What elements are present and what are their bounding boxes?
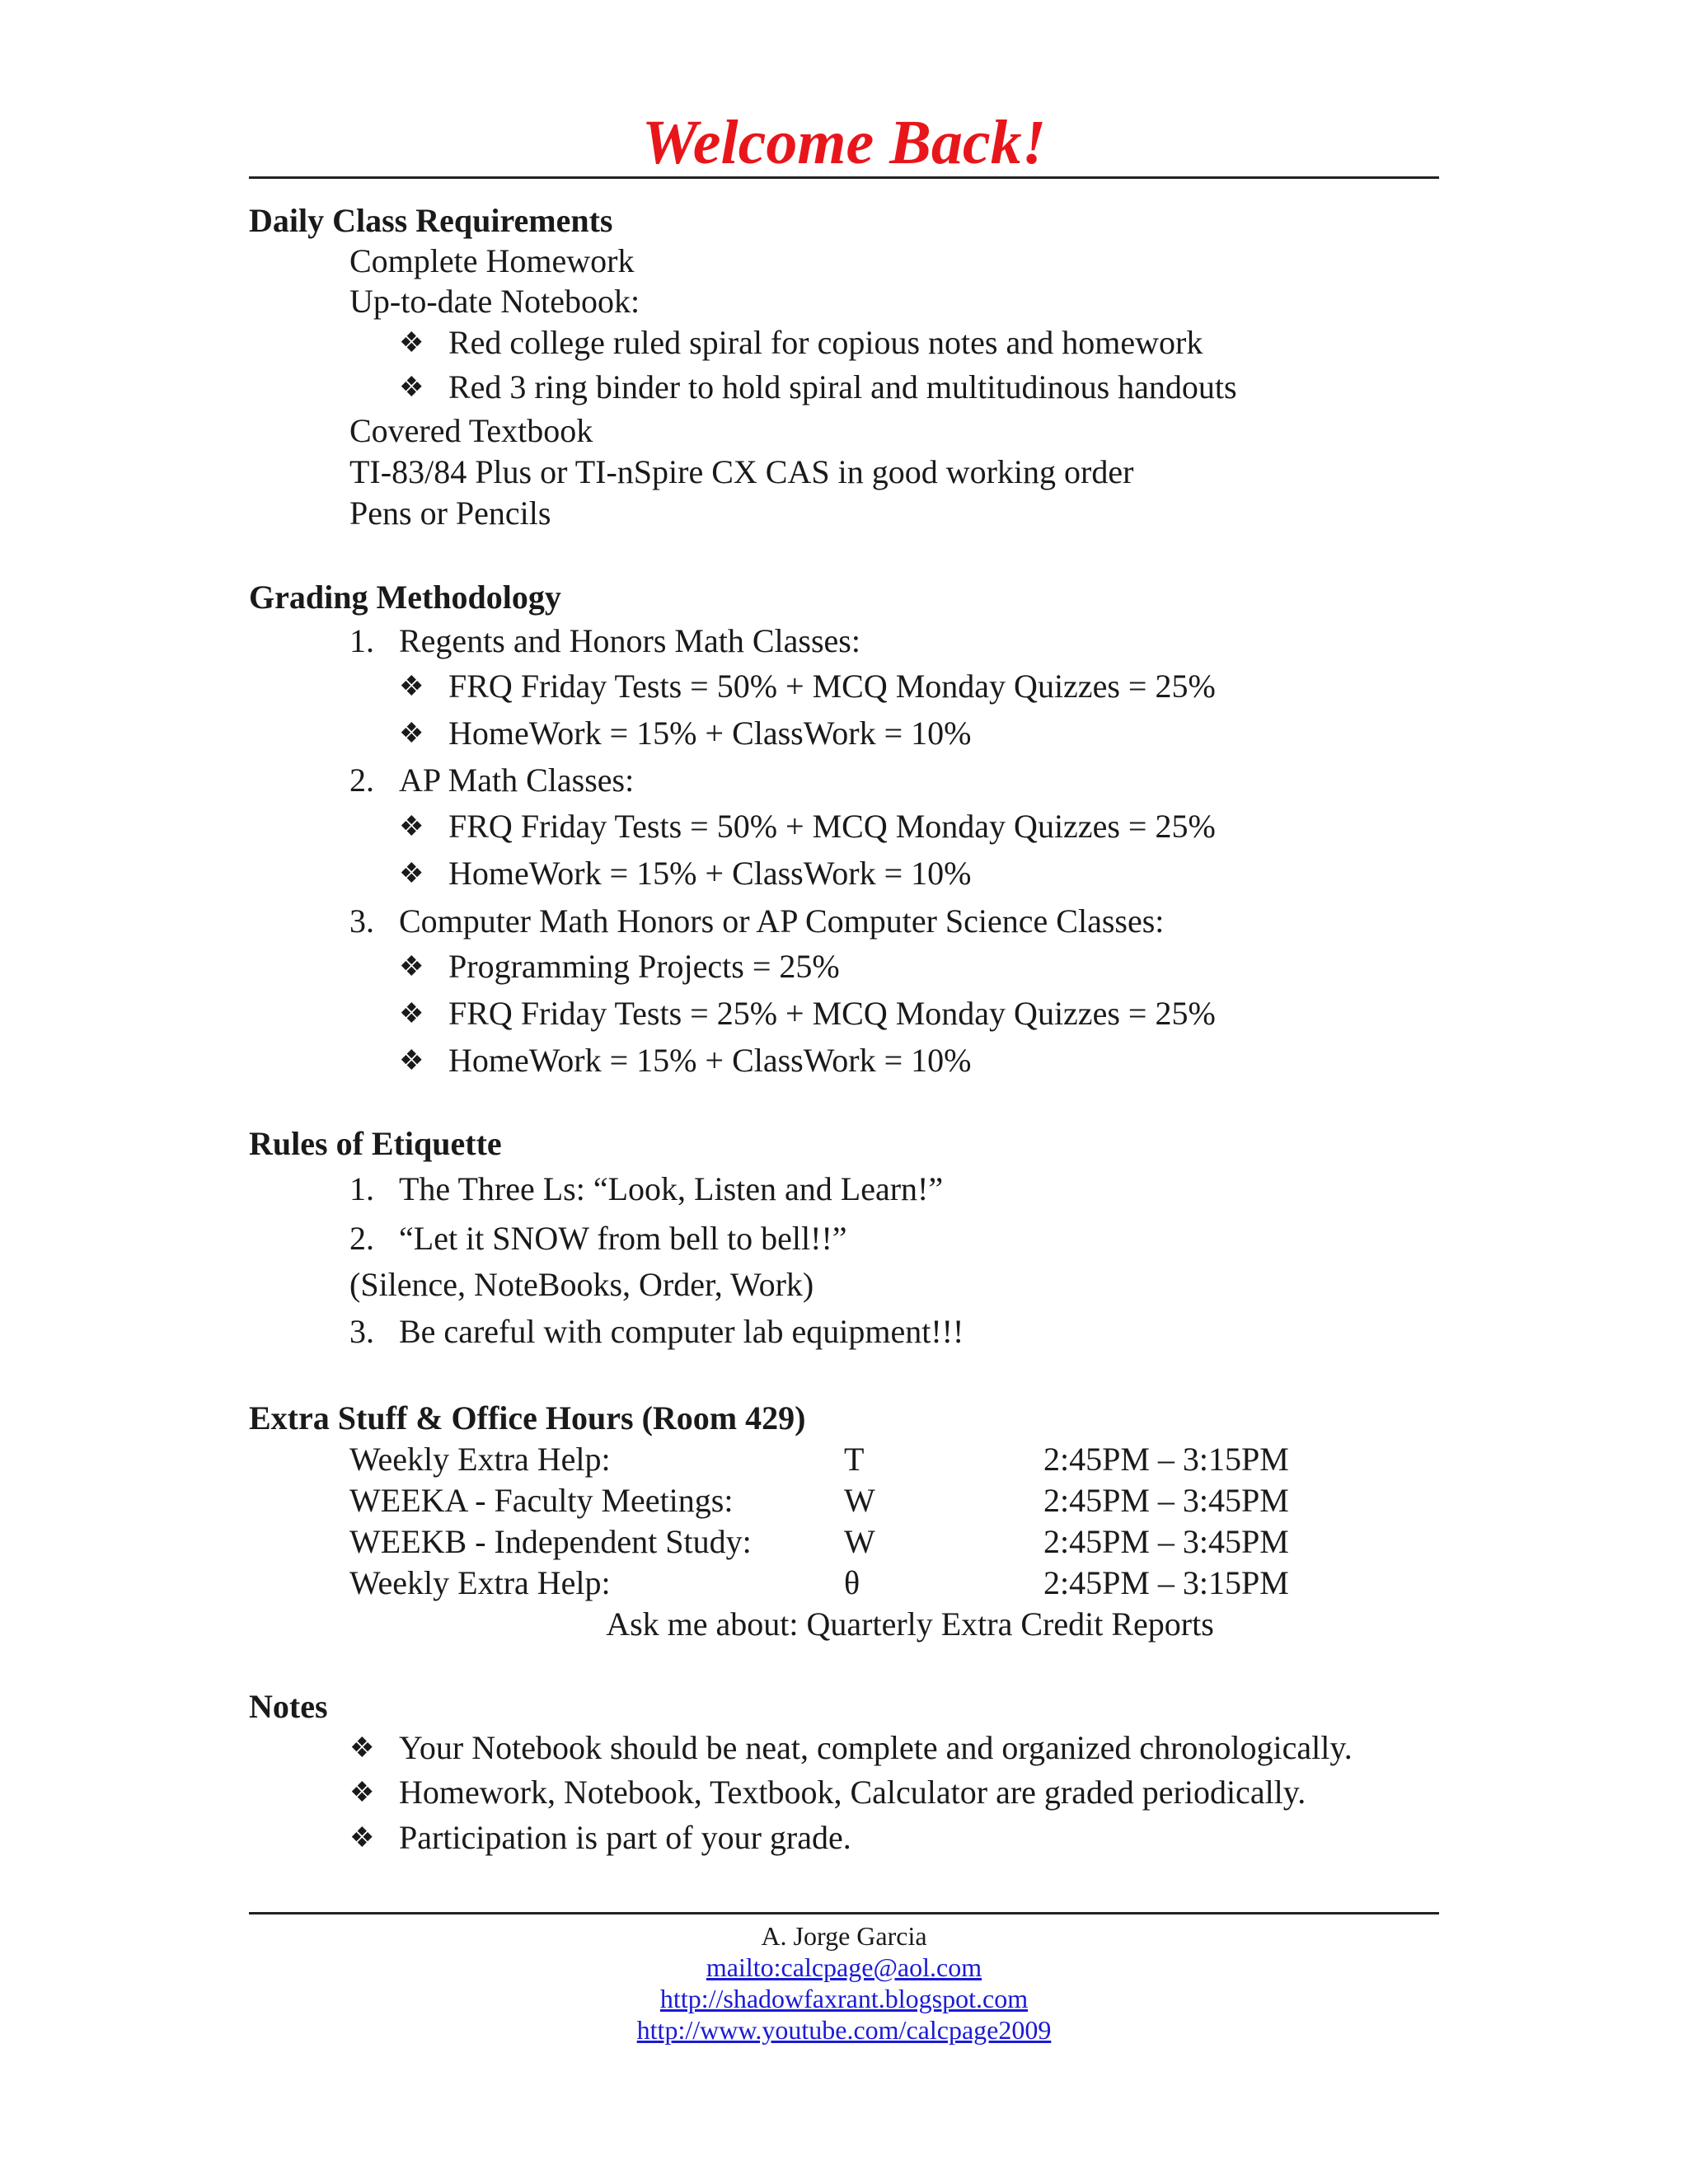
youtube-link-line	[249, 2014, 1439, 2046]
etiquette-rule-text: “Let it SNOW from bell to bell!!”	[399, 1220, 847, 1257]
extra-credit-note: Ask me about: Quarterly Extra Credit Reports	[606, 1605, 1214, 1643]
grading-bullet	[399, 853, 972, 895]
diamond-bullet-icon: ❖	[399, 812, 424, 842]
notes-heading: Notes	[249, 1688, 328, 1725]
etiquette-rule	[349, 1311, 964, 1352]
diamond-bullet-icon: ❖	[399, 952, 424, 982]
daily-item-homework: Complete Homework	[349, 242, 635, 279]
schedule-time: 2:45PM – 3:15PM	[1043, 1564, 1289, 1601]
etiquette-rule	[349, 1169, 943, 1210]
etiquette-heading: Rules of Etiquette	[249, 1125, 502, 1162]
notebook-bullet-text: Red 3 ring binder to hold spiral and multitudinous handouts	[448, 368, 1237, 405]
grading-group	[349, 901, 1164, 942]
bottom-divider	[249, 1912, 1439, 1915]
top-divider	[249, 176, 1439, 179]
office-hours-heading: Extra Stuff & Office Hours (Room 429)	[249, 1399, 806, 1436]
diamond-bullet-icon: ❖	[349, 1733, 375, 1764]
etiquette-rule-text: The Three Ls: “Look, Listen and Learn!”	[399, 1170, 944, 1207]
grading-bullet	[399, 666, 1216, 708]
email-link[interactable]: mailto:calcpage@aol.com	[706, 1952, 982, 1982]
grading-heading: Grading Methodology	[249, 579, 561, 616]
grading-group	[349, 760, 634, 801]
diamond-bullet-icon: ❖	[399, 328, 424, 359]
daily-item-calculator: TI-83/84 Plus or TI-nSpire CX CAS in good working order	[349, 453, 1134, 490]
grading-bullet-text: HomeWork = 15% + ClassWork = 10%	[448, 715, 972, 752]
diamond-bullet-icon: ❖	[399, 719, 424, 749]
grading-bullet-text: HomeWork = 15% + ClassWork = 10%	[448, 1042, 972, 1079]
schedule-day: W	[844, 1523, 875, 1560]
schedule-time: 2:45PM – 3:45PM	[1043, 1523, 1289, 1560]
daily-heading: Daily Class Requirements	[249, 202, 613, 239]
schedule-day: W	[844, 1482, 875, 1519]
daily-item-notebook: Up-to-date Notebook:	[349, 283, 640, 320]
grading-bullet	[399, 946, 840, 988]
schedule-label: Weekly Extra Help:	[349, 1441, 611, 1478]
diamond-bullet-icon: ❖	[399, 1046, 424, 1076]
diamond-bullet-icon: ❖	[399, 373, 424, 403]
notebook-bullet-text: Red college ruled spiral for copious notes and homework	[448, 324, 1203, 361]
notes-item	[349, 1817, 851, 1859]
schedule-label: WEEKB - Independent Study:	[349, 1523, 752, 1560]
grading-group-label: AP Math Classes:	[399, 762, 635, 799]
grading-bullet	[399, 806, 1216, 848]
grading-bullet-text: Programming Projects = 25%	[448, 948, 840, 985]
schedule-label: WEEKA - Faculty Meetings:	[349, 1482, 734, 1519]
grading-bullet-text: FRQ Friday Tests = 25% + MCQ Monday Quizzes = 25%	[448, 995, 1216, 1032]
notes-item-text: Homework, Notebook, Textbook, Calculator are graded periodically.	[399, 1774, 1306, 1811]
notes-item-text: Your Notebook should be neat, complete and organized chronologically.	[399, 1729, 1353, 1766]
schedule-time: 2:45PM – 3:45PM	[1043, 1482, 1289, 1519]
notes-item	[349, 1727, 1353, 1769]
grading-group	[349, 621, 860, 662]
list-number: 1.	[349, 622, 374, 659]
diamond-bullet-icon: ❖	[399, 859, 424, 889]
author-name: A. Jorge Garcia	[761, 1921, 927, 1951]
diamond-bullet-icon: ❖	[399, 999, 424, 1029]
schedule-day: θ	[844, 1564, 860, 1601]
daily-item-pens: Pens or Pencils	[349, 494, 551, 532]
diamond-bullet-icon: ❖	[399, 672, 424, 702]
grading-group-label: Regents and Honors Math Classes:	[399, 622, 860, 659]
diamond-bullet-icon: ❖	[349, 1823, 375, 1854]
etiquette-rule	[349, 1218, 847, 1259]
grading-bullet-text: FRQ Friday Tests = 50% + MCQ Monday Quizzes = 25%	[448, 808, 1216, 845]
schedule-label: Weekly Extra Help:	[349, 1564, 611, 1601]
grading-bullet	[399, 713, 972, 755]
blog-link-line	[249, 1983, 1439, 2014]
grading-bullet	[399, 1040, 972, 1082]
document-page	[249, 0, 1439, 2184]
daily-item-textbook: Covered Textbook	[349, 412, 593, 449]
list-number: 2.	[349, 762, 374, 799]
diamond-bullet-icon: ❖	[349, 1778, 375, 1808]
email-link-line	[249, 1952, 1439, 1983]
schedule-time: 2:45PM – 3:15PM	[1043, 1441, 1289, 1478]
list-number: 1.	[349, 1170, 374, 1207]
notes-item	[349, 1772, 1306, 1814]
list-number: 2.	[349, 1220, 374, 1257]
list-number: 3.	[349, 1313, 374, 1350]
notebook-bullet	[399, 367, 1237, 409]
grading-bullet	[399, 993, 1216, 1035]
grading-bullet-text: HomeWork = 15% + ClassWork = 10%	[448, 855, 972, 892]
grading-group-label: Computer Math Honors or AP Computer Science Classes:	[399, 902, 1165, 940]
youtube-link[interactable]: http://www.youtube.com/calcpage2009	[636, 2015, 1052, 2045]
grading-bullet-text: FRQ Friday Tests = 50% + MCQ Monday Quizzes = 25%	[448, 668, 1216, 705]
list-number: 3.	[349, 902, 374, 940]
etiquette-rule-text: Be careful with computer lab equipment!!!	[399, 1313, 964, 1350]
blog-link[interactable]: http://shadowfaxrant.blogspot.com	[659, 1984, 1029, 2013]
schedule-day: T	[844, 1441, 865, 1478]
snow-acronym-note: (Silence, NoteBooks, Order, Work)	[349, 1266, 814, 1303]
notes-item-text: Participation is part of your grade.	[399, 1819, 851, 1856]
page-title: Welcome Back!	[641, 108, 1047, 177]
notebook-bullet	[399, 322, 1203, 364]
